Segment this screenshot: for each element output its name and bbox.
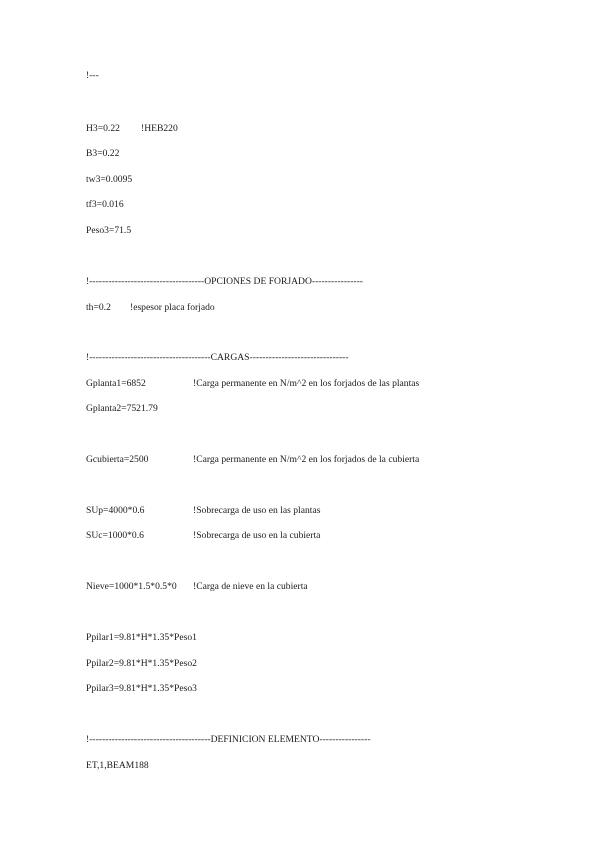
line-nieve: Nieve=1000*1.5*0.5*0 — [86, 581, 177, 592]
line-tf3: tf3=0.016 — [86, 199, 124, 210]
line-ppilar3: Ppilar3=9.81*H*1.35*Peso3 — [86, 683, 197, 694]
line-sup: SUp=4000*0.6 — [86, 505, 145, 516]
comment-gplanta1: !Carga permanente en N/m^2 en los forjados de las plantas — [193, 378, 420, 389]
line-tw3: tw3=0.0095 — [86, 174, 133, 185]
line-ppilar1: Ppilar1=9.81*H*1.35*Peso1 — [86, 632, 197, 643]
line-peso3: Peso3=71.5 — [86, 225, 132, 236]
section-header-elemento: !--------------------------------------DEFINICION ELEMENTO---------------- — [86, 734, 371, 745]
line-gplanta2: Gplanta2=7521.79 — [86, 403, 158, 414]
comment-sup: !Sobrecarga de uso en las plantas — [193, 505, 321, 516]
line-h3: H3=0.22 — [86, 123, 120, 134]
line-b3: B3=0.22 — [86, 148, 120, 159]
line-gplanta1: Gplanta1=6852 — [86, 378, 146, 389]
line-gcubierta: Gcubierta=2500 — [86, 454, 149, 465]
comment-suc: !Sobrecarga de uso en la cubierta — [193, 530, 321, 541]
comment-h3: !HEB220 — [141, 123, 178, 134]
comment-th: !espesor placa forjado — [130, 302, 215, 313]
section-header-forjado: !------------------------------------OPCIONES DE FORJADO---------------- — [86, 276, 364, 287]
line-et: ET,1,BEAM188 — [86, 760, 149, 771]
line-ppilar2: Ppilar2=9.81*H*1.35*Peso2 — [86, 658, 197, 669]
line-separator: !--- — [86, 70, 99, 81]
line-suc: SUc=1000*0.6 — [86, 530, 144, 541]
comment-gcubierta: !Carga permanente en N/m^2 en los forjados de la cubierta — [193, 454, 420, 465]
comment-nieve: !Carga de nieve en la cubierta — [193, 581, 308, 592]
line-th: th=0.2 — [86, 302, 111, 313]
section-header-cargas: !--------------------------------------CARGAS------------------------------- — [86, 352, 349, 363]
